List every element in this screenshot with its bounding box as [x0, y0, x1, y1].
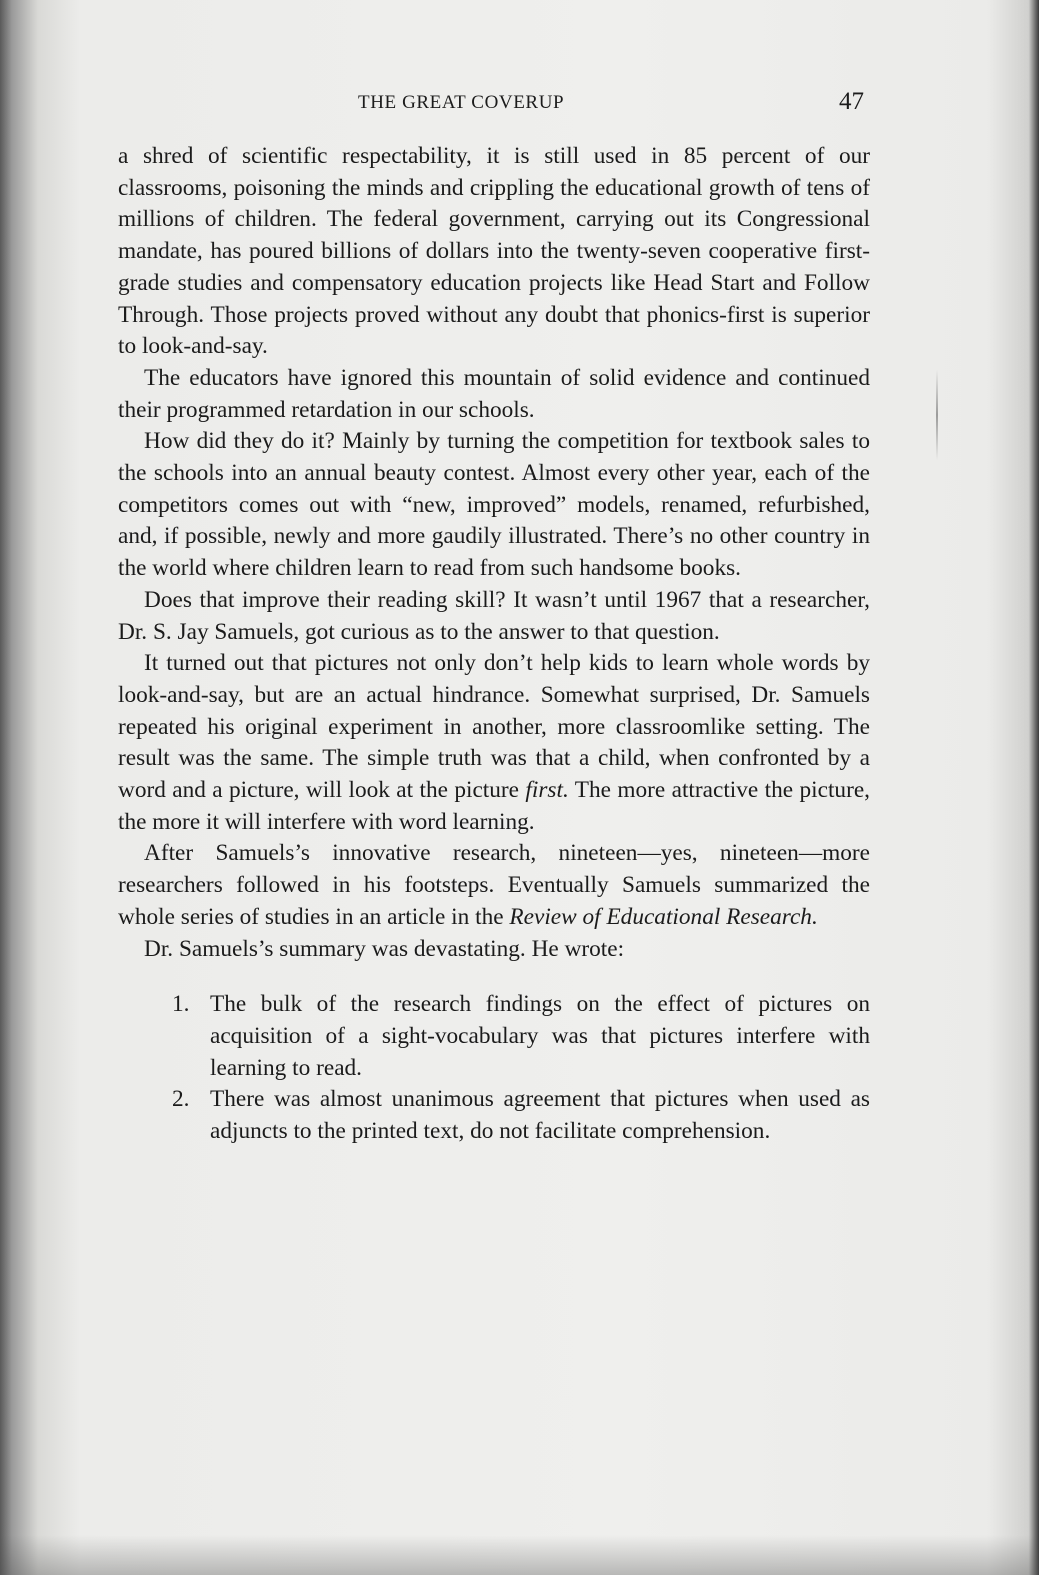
- body-text: [118, 141, 870, 1148]
- list-item-number: 1.: [172, 991, 190, 1018]
- list-item-number: 2.: [172, 1086, 190, 1113]
- list-item-text: There was almost unanimous agreement that pictures when used as adjuncts to the printed text, do not facilitate comprehension.: [210, 1086, 870, 1145]
- emphasis-text: first.: [525, 777, 569, 804]
- running-head: THE GREAT COVERUP: [358, 92, 565, 113]
- page-number: 47: [839, 88, 864, 115]
- paragraph: The educators have ignored this mountain of solid evidence and continued their programmed retardation in our schools.: [118, 364, 870, 423]
- paragraph: [118, 648, 870, 838]
- paragraph-text: After Samuels’s innovative research, nineteen—yes, nineteen—more researchers followed in his footsteps. Eventually Samuels summarized the whole series of studies in an article in the: [118, 840, 870, 930]
- paragraph: [118, 838, 870, 933]
- paragraph-text: It turned out that pictures not only don’t help kids to learn whole words by look-and-say, but are an actual hindrance. Somewhat surprised, Dr. Samuels repeated his original experiment in another, more classroomlike setting. The result was the same. The simple truth was that a child, when confronted by a word and a picture, will look at the picture: [118, 650, 870, 804]
- margin-pencil-mark: [936, 370, 938, 460]
- paragraph-continued: a shred of scientific respectability, it is still used in 85 percent of our classrooms, poisoning the minds and crippling the educational growth of tens of millions of children. The federal government, carrying out its Congressional mandate, has poured billions of dollars into the twenty-seven cooperative first-grade studies and compensatory education projects like Head Start and Follow Through. Those projects proved without any doubt that phonics-first is superior to look-and-say.: [118, 143, 870, 360]
- paragraph: How did they do it? Mainly by turning the competition for textbook sales to the schools into an annual beauty contest. Almost every other year, each of the competitors comes out with “new, improved” models, renamed, refurbished, and, if possible, newly and more gaudily illustrated. There’s no other country in the world where children learn to read from such handsome books.: [118, 428, 870, 582]
- paragraph: Does that improve their reading skill? It wasn’t until 1967 that a researcher, Dr. S. Jay Samuels, got curious as to the answer to that question.: [118, 586, 870, 645]
- quoted-findings-list: [118, 989, 870, 1148]
- list-item: [118, 1084, 870, 1147]
- page-header: [118, 88, 868, 124]
- journal-title: Review of Educational Research.: [509, 903, 818, 930]
- paragraph: Dr. Samuels’s summary was devastating. He wrote:: [144, 935, 625, 962]
- paragraph-text: The more attractive the picture, the more it will interfere with word learning.: [118, 777, 870, 835]
- list-item: [118, 989, 870, 1084]
- list-item-text: The bulk of the research findings on the effect of pictures on acquisition of a sight-vocabulary was that pictures interfere with learning to read.: [210, 991, 870, 1081]
